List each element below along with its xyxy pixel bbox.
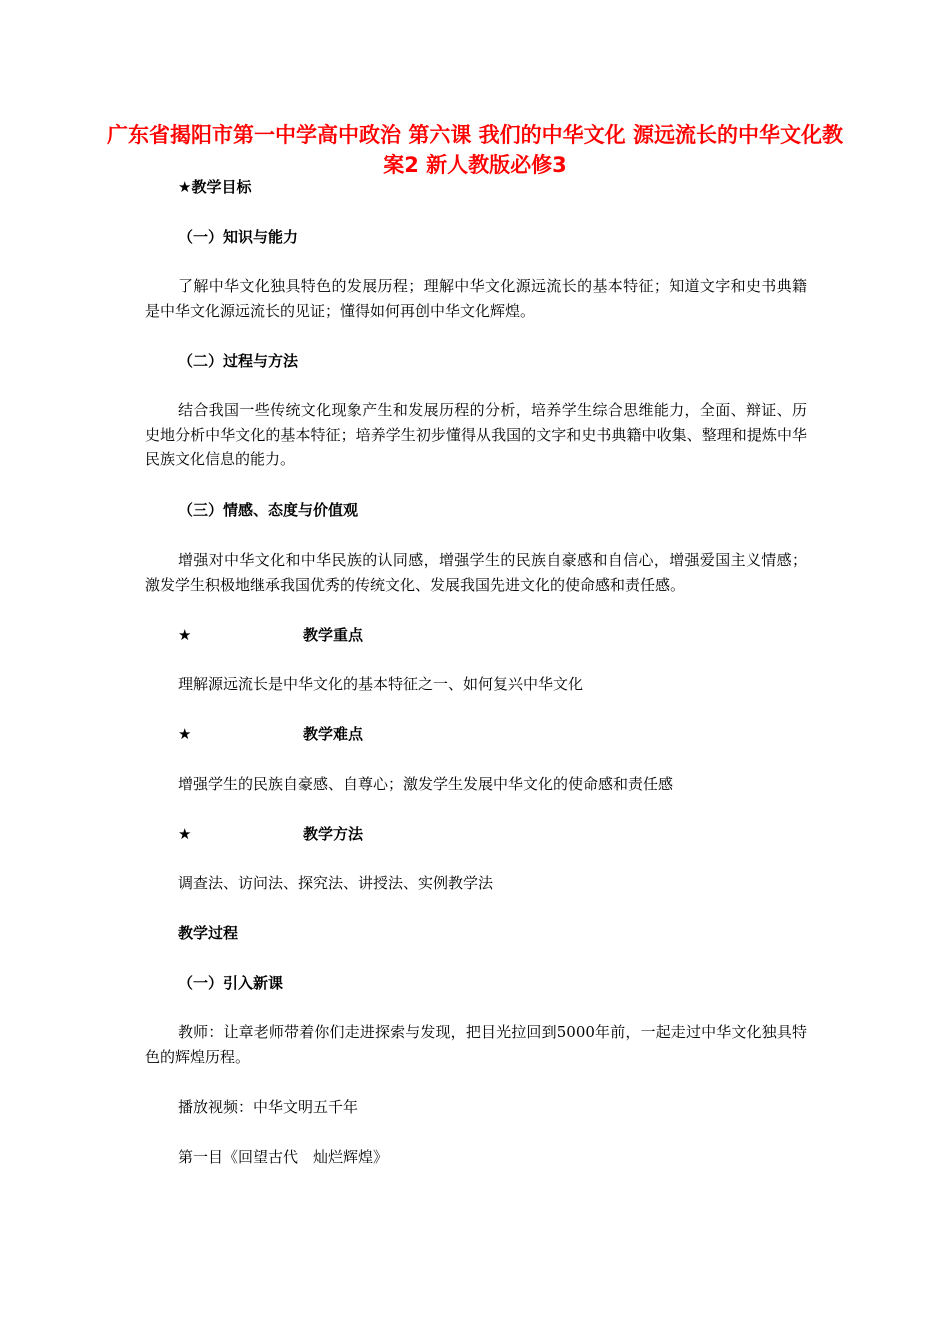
process-text: 结合我国一些传统文化现象产生和发展历程的分析，培养学生综合思维能力，全面、辩证、历史地分析中华文化的基本特征；培养学生初步懂得从我国的文字和史书典籍中收集、整理和提炼中华民族文化信息的能力。 [145, 401, 807, 468]
knowledge-heading: （一）知识与能力 [178, 228, 299, 246]
section-one-text: 第一目《回望古代 灿烂辉煌》 [178, 1148, 389, 1166]
intro-heading: （一）引入新课 [178, 974, 284, 992]
method-heading-row [178, 822, 363, 846]
teaching-process-heading: 教学过程 [178, 924, 239, 942]
teacher-text: 教师：让章老师带着你们走进探索与发现，把目光拉回到5000年前，一起走过中华文化独具特色的辉煌历程。 [145, 1023, 807, 1066]
key-heading: 教学重点 [303, 626, 364, 644]
difficulty-heading: 教学难点 [303, 725, 364, 743]
key-heading-row [178, 623, 363, 647]
process-heading: （二）过程与方法 [178, 352, 299, 370]
star-icon: ★ [178, 825, 192, 843]
knowledge-paragraph [145, 274, 807, 323]
key-text: 理解源远流长是中华文化的基本特征之一、如何复兴中华文化 [178, 675, 584, 693]
difficulty-text: 增强学生的民族自豪感、自尊心；激发学生发展中华文化的使命感和责任感 [178, 775, 674, 793]
knowledge-text: 了解中华文化独具特色的发展历程；理解中华文化源远流长的基本特征；知道文字和史书典籍是中华文化源远流长的见证；懂得如何再创中华文化辉煌。 [145, 277, 807, 320]
process-paragraph [145, 398, 807, 472]
emotion-paragraph [145, 548, 807, 597]
objectives-heading: ★教学目标 [178, 178, 252, 196]
emotion-text: 增强对中华文化和中华民族的认同感，增强学生的民族自豪感和自信心，增强爱国主义情感；激发学生积极地继承我国优秀的传统文化、发展我国先进文化的使命感和责任感。 [145, 551, 807, 594]
difficulty-heading-row [178, 722, 363, 746]
document-title: 广东省揭阳市第一中学高中政治 第六课 我们的中华文化 源远流长的中华文化教案2 新人教版必修3 [107, 123, 843, 177]
emotion-heading: （三）情感、态度与价值观 [178, 501, 359, 519]
method-heading: 教学方法 [303, 825, 364, 843]
star-icon: ★ [178, 626, 192, 644]
method-text: 调查法、访问法、探究法、讲授法、实例教学法 [178, 874, 494, 892]
star-icon: ★ [178, 725, 192, 743]
video-text: 播放视频：中华文明五千年 [178, 1098, 359, 1116]
teacher-paragraph [145, 1020, 807, 1069]
